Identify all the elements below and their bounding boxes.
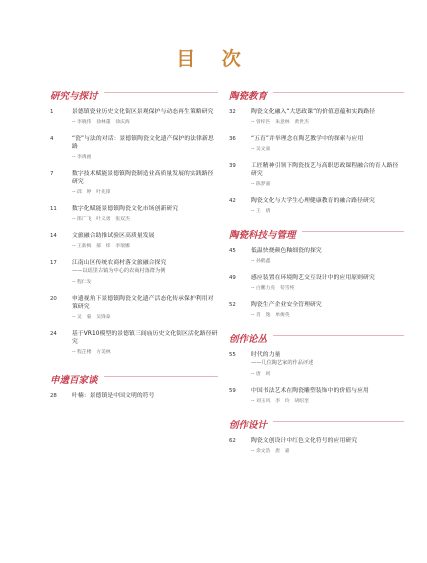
page-number: 59: [229, 387, 236, 394]
toc-entry[interactable]: [229, 437, 404, 455]
entry-authors: -- 刘玉风 李 玲 胡绍奎: [251, 398, 404, 405]
entry-title: 低温快烧颜色釉细瓷的探究: [251, 248, 322, 254]
page-number: 17: [50, 260, 57, 266]
entry-authors: -- 吴 菊 吴锋泰: [72, 314, 218, 321]
entry-authors: -- 陈梦嘉: [251, 181, 404, 188]
entry-authors: -- 李禹函: [72, 154, 218, 161]
page-number: 20: [50, 295, 57, 302]
entry-authors: -- 王新梅 郝 炜 李瑞娜: [72, 243, 218, 250]
section-heading-label: 创作论丛: [229, 333, 273, 347]
toc-entry[interactable]: [50, 205, 218, 223]
entry-title: 陶瓷生产企业安全管理研究: [251, 302, 322, 308]
entry-authors: -- 孙鹤鑫: [251, 258, 404, 265]
toc-entry[interactable]: [50, 330, 218, 356]
entry-authors: -- 肖 逸 单俊英: [251, 312, 404, 319]
entry-title: 感应装置在环境陶艺交互设计中的应用原则研究: [251, 275, 375, 281]
toc-entry[interactable]: [50, 232, 218, 250]
entry-title: 工匠精神引领下陶瓷技艺与高职思政课程融合的育人路径研究: [251, 163, 399, 177]
section-heading: [229, 223, 404, 241]
page-number: 62: [229, 437, 236, 444]
entry-title: 申遗视角下景德镇陶瓷文化遗产活态化传承保护利用对策研究: [72, 295, 214, 310]
page-number: 39: [229, 163, 236, 169]
toc-entry[interactable]: [229, 108, 404, 126]
toc-entry[interactable]: [229, 162, 404, 188]
page-number: 24: [50, 330, 57, 337]
entry-authors: -- 白鹏力克 苟雪纯: [251, 285, 404, 292]
entry-authors: -- 余文浩 唐 嘉: [251, 448, 404, 455]
entry-title: 陶瓷文创设计中红色文化符号的应用研究: [251, 437, 358, 444]
page-number: 32: [229, 109, 236, 115]
section-heading-label: 创作设计: [229, 419, 273, 433]
toc-entry[interactable]: [50, 170, 218, 196]
entry-authors: -- 王 倩: [251, 208, 404, 215]
entry-title: “五育”并举理念在陶艺教学中的探索与应用: [251, 136, 364, 142]
page-number: 49: [229, 275, 236, 281]
section-heading: [50, 368, 218, 386]
page-number: 14: [50, 233, 57, 239]
left-column: [50, 84, 218, 400]
section-heading-label: 申遗百家谈: [50, 374, 104, 388]
toc-entry[interactable]: [229, 301, 404, 319]
section-heading: [229, 327, 404, 345]
entry-authors: -- 程芷楼 方美林: [72, 349, 218, 356]
page-number: 7: [50, 171, 54, 177]
section-heading-label: 陶瓷教育: [229, 90, 273, 104]
toc-entry[interactable]: [50, 259, 218, 286]
entry-authors: -- 吴文東: [251, 146, 404, 153]
entry-authors: -- 曾梓匹 朱意林 黄世杰: [251, 119, 404, 126]
page-title: 目 次: [176, 48, 251, 70]
page-number: 52: [229, 302, 236, 308]
entry-authors: -- 李晓伟 徐林董 徐庆海: [72, 119, 218, 126]
toc-entry[interactable]: [229, 274, 404, 292]
entry-title: 时代的力量: [251, 352, 281, 358]
section-heading-label: 陶瓷科技与管理: [229, 229, 302, 243]
section-heading: [229, 84, 404, 102]
toc-entry[interactable]: [229, 197, 404, 215]
toc-entry[interactable]: [229, 387, 404, 405]
entry-title: 文旅融合助推试验区高质量发展: [72, 233, 155, 239]
entry-authors: -- 邱 婷 叶先锋: [72, 189, 218, 196]
toc-entry[interactable]: [50, 295, 218, 321]
page-number: 11: [50, 206, 57, 212]
entry-title: 基于VR10模型的景德镇三闾庙历史文化街区活化路径研究: [72, 330, 218, 345]
page-number: 36: [229, 136, 236, 142]
page-number: 1: [50, 109, 54, 115]
toc-entry[interactable]: [229, 351, 404, 378]
right-column: [229, 84, 404, 455]
entry-title: 江南山区传统农商村落文旅融合探究: [72, 260, 167, 266]
toc-entry[interactable]: [50, 108, 218, 126]
entry-title: 数字化赋能景德镇陶瓷文化市场创新研究: [72, 206, 179, 212]
toc-entry[interactable]: [229, 247, 404, 265]
section-heading: [50, 84, 218, 102]
page-number: 42: [229, 198, 236, 204]
toc-entry[interactable]: [50, 392, 218, 400]
entry-title: 陶瓷文化融入“大思政课”的价值意蕴和实践路径: [251, 109, 376, 115]
toc-entry[interactable]: [50, 135, 218, 161]
entry-title: 数字技术赋能景德镇陶瓷制造业高质量发展的实践路径研究: [72, 171, 214, 185]
entry-authors: -- 唐 珂: [251, 371, 404, 378]
page-number: 45: [229, 248, 236, 254]
section-heading-label: 研究与探讨: [50, 90, 104, 104]
page-number: 4: [50, 136, 54, 142]
entry-authors: -- 郎广飞 叶义勇 张双杰: [72, 216, 218, 223]
entry-subtitle: ——几位陶艺家的作品评述: [251, 360, 314, 366]
entry-title: 中国书法艺术在陶瓷雕塑装饰中的价值与应用: [251, 387, 369, 394]
entry-title: “瓷”与法的对话：景德镇陶瓷文化遗产保护的法律新思路: [72, 136, 214, 150]
entry-subtitle: ——以瑶里古镇为中心的农商村落群为例: [72, 268, 166, 274]
page-number: 28: [50, 392, 57, 399]
entry-title: 叶楠：景德镇是中国文明的符号: [72, 392, 155, 399]
entry-authors: -- 程仁发: [72, 279, 218, 286]
toc-entry[interactable]: [229, 135, 404, 153]
page-number: 55: [229, 352, 236, 358]
section-heading: [229, 413, 404, 431]
entry-title: 陶瓷文化与大学生心理健康教育的融合路径研究: [251, 198, 375, 204]
entry-title: 景德镇瓷业历史文化街区景观保护与动态再生策略研究: [72, 109, 214, 115]
